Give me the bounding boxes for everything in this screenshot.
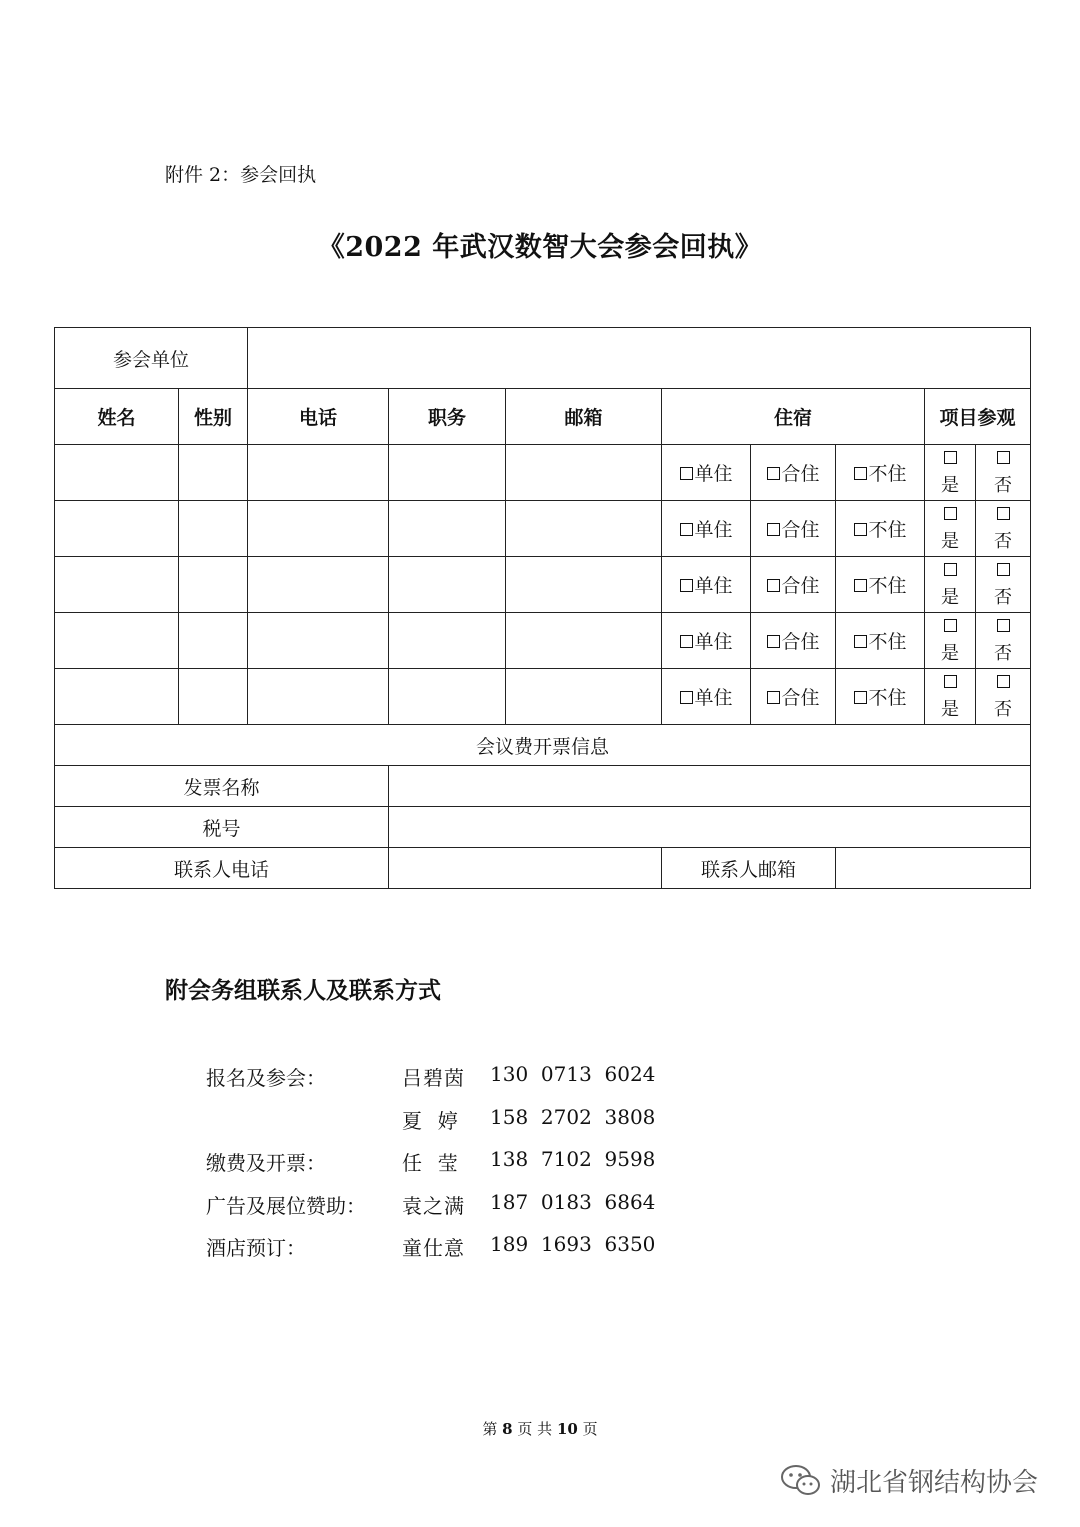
checkbox[interactable] [997, 619, 1010, 632]
attendee-phone-field[interactable] [248, 501, 389, 557]
footer-suffix: 页 [582, 1420, 598, 1438]
visit-option-label: 是 [941, 474, 960, 496]
checkbox[interactable] [944, 619, 957, 632]
lodging-option-label: 合住 [781, 463, 820, 485]
attendee-position-field[interactable] [389, 445, 506, 501]
checkbox[interactable] [680, 467, 693, 480]
wechat-icon [780, 1463, 822, 1497]
lodging-option-label: 单住 [694, 575, 733, 597]
header-email: 邮箱 [506, 389, 662, 445]
lodging-option-label: 不住 [868, 575, 907, 597]
visit-option[interactable] [976, 557, 1031, 613]
contact-name: 夏 婷 [402, 1108, 459, 1133]
contact-role: 报名及参会： [206, 1066, 326, 1090]
attendee-email-field[interactable] [506, 669, 662, 725]
checkbox[interactable] [997, 451, 1010, 464]
invoice-name-label: 发票名称 [55, 766, 389, 807]
checkbox[interactable] [854, 467, 867, 480]
lodging-option[interactable] [751, 557, 836, 613]
checkbox[interactable] [680, 635, 693, 648]
tax-number-label: 税号 [55, 807, 389, 848]
visit-option[interactable] [976, 445, 1031, 501]
attendee-name-field[interactable] [55, 445, 179, 501]
visit-option-label: 否 [994, 474, 1013, 496]
lodging-option[interactable] [836, 669, 925, 725]
attendee-phone-field[interactable] [248, 669, 389, 725]
checkbox[interactable] [854, 523, 867, 536]
contact-email-field[interactable] [836, 848, 1031, 889]
checkbox[interactable] [944, 451, 957, 464]
attachment-label: 附件 2：参会回执 [165, 164, 317, 186]
lodging-option[interactable] [662, 669, 751, 725]
lodging-option[interactable] [751, 669, 836, 725]
header-lodging: 住宿 [662, 389, 925, 445]
lodging-option[interactable] [662, 557, 751, 613]
lodging-option[interactable] [662, 613, 751, 669]
attendee-position-field[interactable] [389, 557, 506, 613]
contact-phone: 187 0183 6864 [490, 1189, 656, 1214]
attendee-row [55, 613, 1031, 669]
lodging-option[interactable] [751, 445, 836, 501]
checkbox[interactable] [997, 675, 1010, 688]
lodging-option-label: 单住 [694, 687, 733, 709]
checkbox[interactable] [767, 579, 780, 592]
contact-name: 袁之满 [402, 1193, 465, 1218]
page-footer [0, 1418, 1080, 1439]
contact-name: 童仕意 [402, 1236, 465, 1260]
visit-option[interactable] [976, 501, 1031, 557]
checkbox[interactable] [767, 691, 780, 704]
footer-page-number: 8 [502, 1420, 513, 1438]
checkbox[interactable] [944, 563, 957, 576]
lodging-option[interactable] [836, 613, 925, 669]
checkbox[interactable] [854, 579, 867, 592]
attendee-gender-field[interactable] [179, 445, 248, 501]
lodging-option-label: 不住 [868, 463, 907, 485]
checkbox[interactable] [944, 675, 957, 688]
contact-role: 缴费及开票： [206, 1151, 326, 1175]
contact-phone: 138 7102 9598 [490, 1147, 656, 1171]
header-position: 职务 [389, 389, 506, 445]
visit-option-label: 否 [994, 586, 1013, 608]
visit-option[interactable] [925, 669, 976, 725]
visit-option-label: 是 [941, 586, 960, 608]
lodging-option-label: 合住 [781, 519, 820, 541]
watermark [780, 1458, 1038, 1502]
contact-phone: 130 0713 6024 [490, 1062, 656, 1086]
lodging-option[interactable] [836, 501, 925, 557]
visit-option[interactable] [925, 501, 976, 557]
lodging-option-label: 单住 [694, 631, 733, 653]
unit-input-cell[interactable] [248, 328, 1031, 389]
lodging-option-label: 合住 [781, 575, 820, 597]
attendee-row [55, 669, 1031, 725]
checkbox[interactable] [997, 507, 1010, 520]
header-phone: 电话 [248, 389, 389, 445]
checkbox[interactable] [997, 563, 1010, 576]
visit-option-label: 是 [941, 642, 960, 664]
attendee-name-field[interactable] [55, 501, 179, 557]
header-visit: 项目参观 [925, 389, 1031, 445]
attendee-name-field[interactable] [55, 613, 179, 669]
footer-middle: 页 共 [517, 1420, 553, 1438]
header-gender: 性别 [179, 389, 248, 445]
unit-label: 参会单位 [55, 328, 248, 389]
attendee-gender-field[interactable] [179, 557, 248, 613]
checkbox[interactable] [680, 523, 693, 536]
lodging-option[interactable] [751, 501, 836, 557]
lodging-option-label: 单住 [694, 463, 733, 485]
visit-option-label: 是 [941, 530, 960, 552]
attendee-gender-field[interactable] [179, 501, 248, 557]
attendee-name-field[interactable] [55, 557, 179, 613]
checkbox[interactable] [854, 691, 867, 704]
contact-email-label: 联系人邮箱 [662, 848, 836, 889]
checkbox[interactable] [680, 579, 693, 592]
visit-option-label: 否 [994, 530, 1013, 552]
attendee-position-field[interactable] [389, 501, 506, 557]
visit-option[interactable] [925, 557, 976, 613]
lodging-option[interactable] [751, 613, 836, 669]
lodging-option[interactable] [662, 445, 751, 501]
watermark-text: 湖北省钢结构协会 [830, 1467, 1039, 1498]
attendee-email-field[interactable] [506, 445, 662, 501]
page-title: 《2022 年武汉数智大会参会回执》 [317, 232, 763, 263]
contact-role: 广告及展位赞助： [206, 1193, 366, 1218]
attendee-gender-field[interactable] [179, 669, 248, 725]
lodging-option-label: 单住 [694, 519, 733, 541]
visit-option[interactable] [976, 613, 1031, 669]
contact-phone-field[interactable] [389, 848, 662, 889]
visit-option-label: 否 [994, 698, 1013, 720]
visit-option-label: 是 [941, 698, 960, 720]
contact-phone-label: 联系人电话 [55, 848, 389, 889]
invoice-name-field[interactable] [389, 766, 1031, 807]
contact-name: 任 莹 [402, 1151, 459, 1175]
tax-number-field[interactable] [389, 807, 1031, 848]
checkbox[interactable] [680, 691, 693, 704]
contact-phone: 158 2702 3808 [490, 1104, 656, 1129]
checkbox[interactable] [767, 467, 780, 480]
attendee-row [55, 445, 1031, 501]
attendee-email-field[interactable] [506, 557, 662, 613]
attendee-gender-field[interactable] [179, 613, 248, 669]
registration-form-table [54, 327, 1031, 889]
lodging-option-label: 合住 [781, 687, 820, 709]
attendee-email-field[interactable] [506, 501, 662, 557]
checkbox[interactable] [767, 523, 780, 536]
visit-option[interactable] [925, 613, 976, 669]
attendee-phone-field[interactable] [248, 613, 389, 669]
attendee-email-field[interactable] [506, 613, 662, 669]
contact-role: 酒店预订： [206, 1236, 306, 1260]
invoice-section-title: 会议费开票信息 [55, 725, 1031, 766]
lodging-option-label: 不住 [868, 519, 907, 541]
checkbox[interactable] [767, 635, 780, 648]
lodging-option[interactable] [662, 501, 751, 557]
visit-option-label: 否 [994, 642, 1013, 664]
contact-name: 吕碧茵 [402, 1066, 465, 1090]
contacts-title: 附会务组联系人及联系方式 [165, 977, 441, 1004]
lodging-option-label: 不住 [868, 631, 907, 653]
visit-option[interactable] [976, 669, 1031, 725]
contact-phone: 189 1693 6350 [490, 1232, 656, 1256]
checkbox[interactable] [854, 635, 867, 648]
checkbox[interactable] [944, 507, 957, 520]
attendee-phone-field[interactable] [248, 557, 389, 613]
lodging-option-label: 不住 [868, 687, 907, 709]
lodging-option[interactable] [836, 557, 925, 613]
attendee-row [55, 557, 1031, 613]
lodging-option[interactable] [836, 445, 925, 501]
lodging-option-label: 合住 [781, 631, 820, 653]
footer-total-pages: 10 [556, 1420, 578, 1438]
attendee-row [55, 501, 1031, 557]
attendee-name-field[interactable] [55, 669, 179, 725]
header-name: 姓名 [55, 389, 179, 445]
attendee-position-field[interactable] [389, 613, 506, 669]
visit-option[interactable] [925, 445, 976, 501]
attendee-phone-field[interactable] [248, 445, 389, 501]
attendee-position-field[interactable] [389, 669, 506, 725]
footer-prefix: 第 [482, 1420, 498, 1438]
